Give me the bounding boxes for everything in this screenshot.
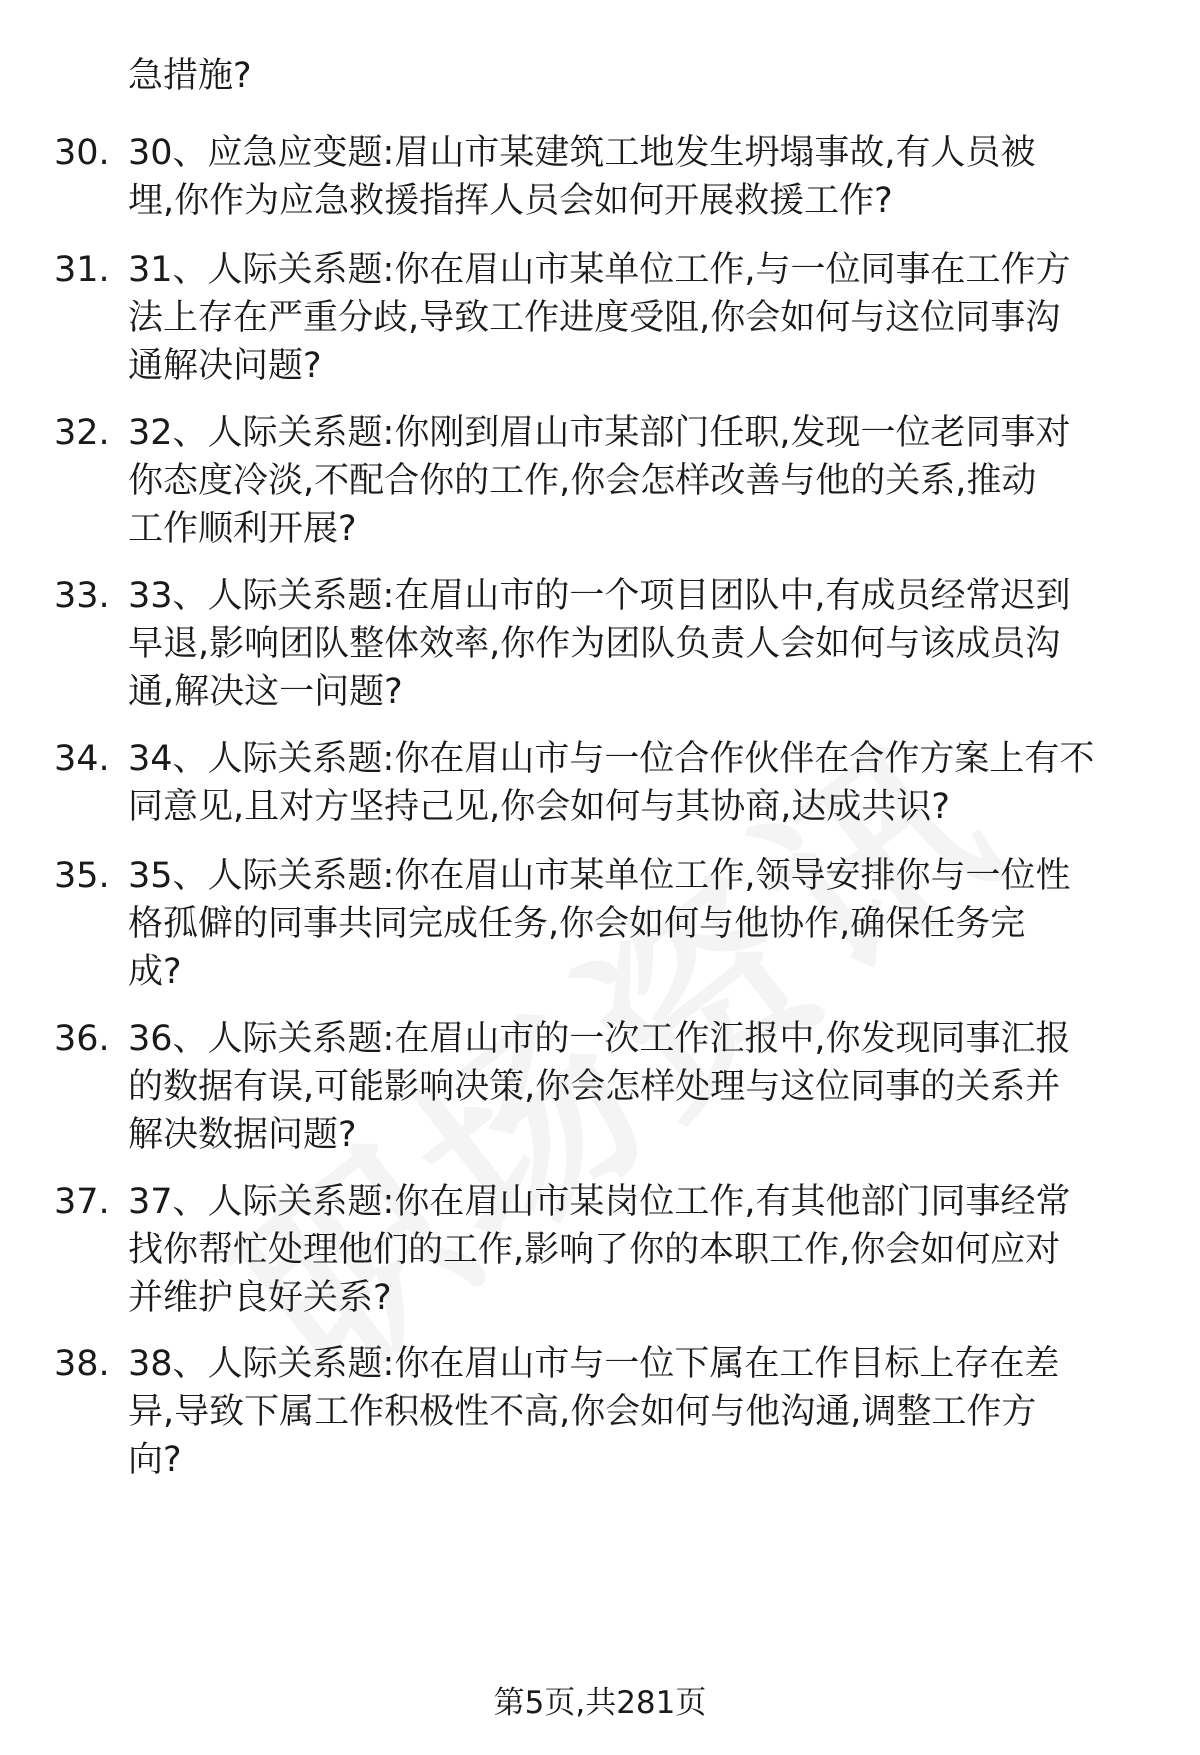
question-text xyxy=(128,572,1148,716)
text-line: 33、人际关系题:在眉山市的一个项目团队中,有成员经常迟到 xyxy=(128,576,1071,616)
text-line: 34、人际关系题:你在眉山市与一位合作伙伴在合作方案上有不 xyxy=(128,739,1095,779)
text-line: 找你帮忙处理他们的工作,影响了你的本职工作,你会如何应对 xyxy=(128,1230,1061,1270)
question-number: 35. xyxy=(54,856,110,896)
page-footer: 第5页,共281页 xyxy=(493,1685,707,1721)
text-line: 30、应急应变题:眉山市某建筑工地发生坍塌事故,有人员被 xyxy=(128,133,1036,173)
text-line: 同意见,且对方坚持己见,你会如何与其协商,达成共识? xyxy=(128,787,950,827)
text-line: 通解决问题? xyxy=(128,346,322,386)
text-line: 37、人际关系题:你在眉山市某岗位工作,有其他部门同事经常 xyxy=(128,1182,1071,1222)
question-text xyxy=(128,246,1148,390)
text-line: 法上存在严重分歧,导致工作进度受阻,你会如何与这位同事沟 xyxy=(128,298,1061,338)
question-text xyxy=(128,129,1148,225)
text-line: 解决数据问题? xyxy=(128,1115,357,1155)
text-line: 38、人际关系题:你在眉山市与一位下属在工作目标上存在差 xyxy=(128,1344,1060,1384)
text-line: 32、人际关系题:你刚到眉山市某部门任职,发现一位老同事对 xyxy=(128,413,1071,453)
question-text xyxy=(128,735,1148,831)
text-line: 并维护良好关系? xyxy=(128,1278,392,1318)
question-text xyxy=(128,852,1148,996)
question-number: 38. xyxy=(54,1344,110,1384)
question-number: 33. xyxy=(54,576,110,616)
question-number: 31. xyxy=(54,250,110,290)
question-text xyxy=(128,52,1148,100)
text-line: 急措施? xyxy=(128,56,252,96)
text-line: 工作顺利开展? xyxy=(128,509,357,549)
question-number: 36. xyxy=(54,1019,110,1059)
text-line: 格孤僻的同事共同完成任务,你会如何与他协作,确保任务完 xyxy=(128,904,1026,944)
question-text xyxy=(128,1178,1148,1322)
text-line: 成? xyxy=(128,952,182,992)
text-line: 的数据有误,可能影响决策,你会怎样处理与这位同事的关系并 xyxy=(128,1067,1061,1107)
text-line: 埋,你作为应急救援指挥人员会如何开展救援工作? xyxy=(128,181,893,221)
text-line: 通,解决这一问题? xyxy=(128,672,403,712)
question-text xyxy=(128,1340,1148,1484)
text-line: 36、人际关系题:在眉山市的一次工作汇报中,你发现同事汇报 xyxy=(128,1019,1071,1059)
text-line: 向? xyxy=(128,1440,182,1480)
question-number: 34. xyxy=(54,739,110,779)
text-line: 你态度冷淡,不配合你的工作,你会怎样改善与他的关系,推动 xyxy=(128,461,1037,501)
text-line: 异,导致下属工作积极性不高,你会如何与他沟通,调整工作方 xyxy=(128,1392,1037,1432)
question-number: 37. xyxy=(54,1182,110,1222)
question-number: 32. xyxy=(54,413,110,453)
text-line: 35、人际关系题:你在眉山市某单位工作,领导安排你与一位性 xyxy=(128,856,1071,896)
question-text xyxy=(128,409,1148,553)
text-line: 早退,影响团队整体效率,你作为团队负责人会如何与该成员沟 xyxy=(128,624,1061,664)
question-text xyxy=(128,1015,1148,1159)
question-number: 30. xyxy=(54,133,110,173)
text-line: 31、人际关系题:你在眉山市某单位工作,与一位同事在工作方 xyxy=(128,250,1071,290)
